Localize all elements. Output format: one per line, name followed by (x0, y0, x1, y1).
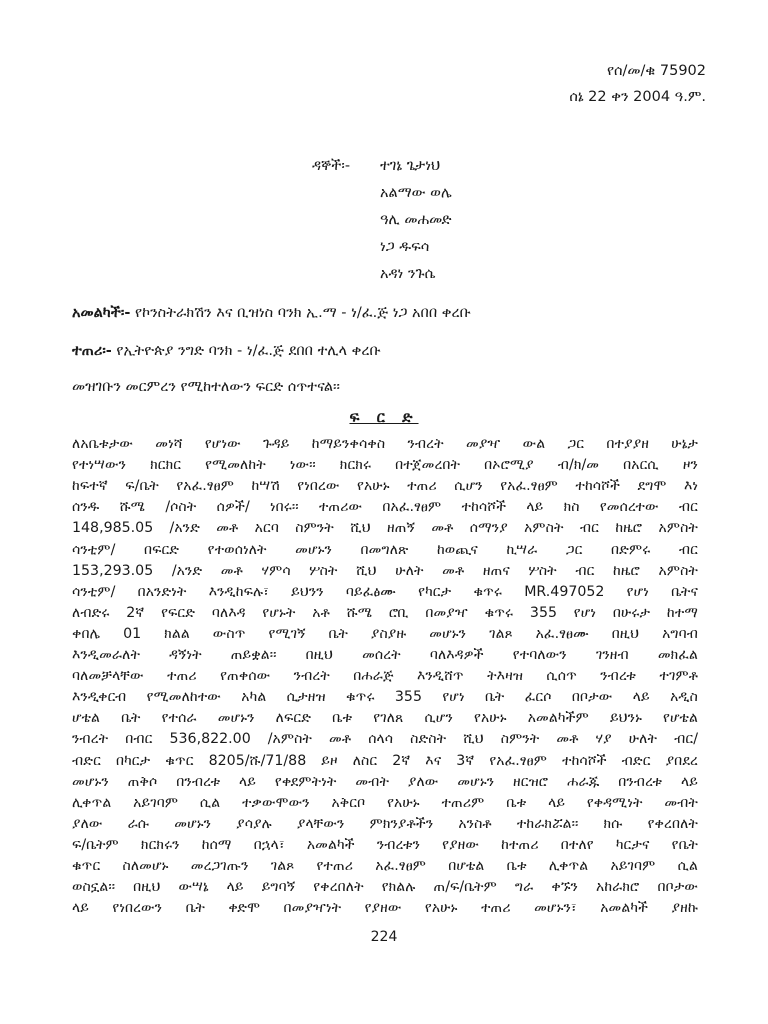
judge-name: ዓሊ መሐመድ (380, 212, 452, 228)
page-number: 224 (370, 929, 398, 945)
judge-name: አዳነ ንጉሴ (380, 266, 436, 282)
body-line: ያለው ራሱ መሆኑን ያሳያሉ ያላቸውን ምክንያቶችን አንስቶ ተከራክሯል፡፡ ክሱ የቀረበለት (72, 815, 698, 832)
applicant-line (72, 305, 471, 322)
section-heading: ፍ ር ድ (349, 408, 419, 426)
body-line: 153,293.05 /አንድ መቶ ሃምሳ ሦስት ሺህ ሁለት መቶ ዘጠና ሦስት ብር ከዜሮ አምስት (72, 562, 698, 579)
judges-label: ዳኞች፡- (312, 158, 351, 174)
body-line: ቀበሌ 01 ክልል ውስጥ የሚገኝ ቤት ያስያዙ መሆኑን ገልጾ አፈ.ፃፀሙ በዚህ አግባብ (72, 625, 698, 642)
body-line: ላይ የነበረውን ቤት ቀድሞ በመያዣነት የያዘው የአሁኑ ተጠሪ መሆኑን፣ አመልካች ያዘኩ (72, 900, 698, 917)
applicant-label: አመልካች፡- (72, 305, 131, 321)
body-line: ለአቤቱታው መነሻ የሆነው ጉዳይ ከማይንቀሳቀስ ንብረት መያዣ ውል ጋር በተያያዘ ሁኔታ (72, 436, 698, 452)
respondent-line (72, 343, 381, 360)
file-number: የሰ/መ/ቁ 75902 (606, 63, 706, 79)
body-line: ሳንቲም/ በፍርድ የተወሰነለት መሆኑን በመግለጽ ከወጪና ኪሣራ ጋር በድምሩ ብር (72, 541, 698, 558)
body-line: ሆቴል ቤት የተሰራ መሆኑን ለፍርድ ቤቱ የገለጸ ሲሆን የአሁኑ አመልካችም ይህንኑ የሆቴል (72, 710, 698, 727)
body-line: ንብረት በብር 536,822.00 /አምስት መቶ ሰላሳ ስድስት ሺህ ስምንት መቶ ሃያ ሁለት ብር/ (72, 731, 698, 748)
body-line: ብድር በካርታ ቁጥር 8205/ሹ/71/88 ይዞ ለስር 2ኛ እና 3ኛ የአፈ.ፃፀም ተከሳሾች ብድር ያበደረ (72, 752, 698, 769)
body-line: ከፍተኛ ፍ/ቤት የአፈ.ፃፀም ከሣሽ የነበረው የአሁኑ ተጠሪ ሲሆን የአፈ.ፃፀም ተከሳሾች ደግሞ እነ (72, 478, 698, 495)
body-line: ፍ/ቤትም ክርክሩን ከሰማ በኋላ፣ አመልካች ንብረቱን የያዘው ከተጠሪ በተለየ ካርታና የቤት (72, 836, 698, 853)
body-line: ለብድሩ 2ኛ የፍርድ ባለእዳ የሆኑት አቶ ሹሜ ሮቢ በመያዣ ቁጥሩ 355 የሆነ በሁሩታ ከተማ (72, 604, 698, 621)
judge-name: አልማው ወሌ (380, 185, 452, 201)
body-line: መሆኑን ጠቅሶ በንብረቱ ላይ የቀደምትነት መብት ያለው መሆኑን ዘርዝሮ ሐራጁ በንብረቱ ላይ (72, 773, 698, 790)
body-line: ባለመቻላቸው ተጠሪ የጠቀሰው ንብረት በሐራጅ እንዲሸጥ ትእዛዝ ሲሰጥ ንብረቱ ተገምቶ (72, 668, 698, 685)
document-date: ሰኔ 22 ቀን 2004 ዓ.ም. (569, 89, 706, 105)
body-line: ሊቀጥል አይገባም ሲል ተቃውሞውን አቅርቦ የአሁኑ ተጠሪም ቤቱ ላይ የቀዳሚነት መብት (72, 794, 698, 811)
respondent-label: ተጠሪ፡- (72, 343, 112, 359)
body-line: ወስኗል፡፡ በዚህ ውሣኔ ላይ ይግባኝ የቀረበለት የክልሉ ጠ/ፍ/ቤትም ግራ ቀኙን አከራክሮ በቦታው (72, 879, 698, 896)
body-line: እንዲመራለት ዳኝነት ጠይቋል፡፡ በዚህ መሰረት ባለእዳዎች የተባለውን ገንዘብ መክፈል (72, 647, 698, 663)
body-line: 148,985.05 /አንድ መቶ አርባ ስምንት ሺህ ዘጠኝ መቶ ሰማንያ አምስት ብር ከዜሮ አምስት (72, 520, 698, 537)
body-line: እንዲቀርብ የሚመለከተው አካል ሲታዘዝ ቁጥሩ 355 የሆነ ቤት ፈርሶ በቦታው ላይ አዲስ (72, 689, 698, 706)
judge-name: ተገኔ ጌታነህ (380, 158, 441, 174)
applicant-text: የኮንስትራክሽን እና ቢዝነስ ባንክ ኢ.ማ - ነ/ፈ.ጅ ነጋ አበበ ቀረቡ (135, 305, 471, 321)
body-line: ቁጥር ስለመሆኑ መረጋገጡን ገልጾ የተጠሪ አፈ.ፃፀም በሆቴል ቤቱ ሊቀጥል አይገባም ሲል (72, 858, 698, 874)
body-line: ሰንዱ ሹሜ /ሶስት ሰዎች/ ነበሩ፡፡ ተጠሪው በአፈ.ፃፀም ተከሳሾች ላይ ክስ የመሰረተው ብር (72, 499, 698, 516)
body-line: ሳንቲም/ በአንድነት እንዲከፍሉ፣ ይህንን ባይፈፅሙ የካርታ ቁጥሩ MR.497052 የሆነ ቤትና (72, 583, 698, 600)
intro-line: መዝገቡን መርምረን የሚከተለውን ፍርድ ሰጥተናል፡፡ (72, 379, 340, 395)
respondent-text: የኢትዮጵያ ንግድ ባንክ - ነ/ፈ.ጅ ደበበ ተሊላ ቀረቡ (116, 343, 381, 359)
body-line: የተነሣውን ክርክር የሚመለከት ነው፡፡ ክርክሩ በተጀመረበት በኦሮሚያ ብ/ክ/መ በአርሲ ዞን (72, 457, 698, 474)
judge-name: ነጋ ዱፍሳ (380, 239, 430, 255)
